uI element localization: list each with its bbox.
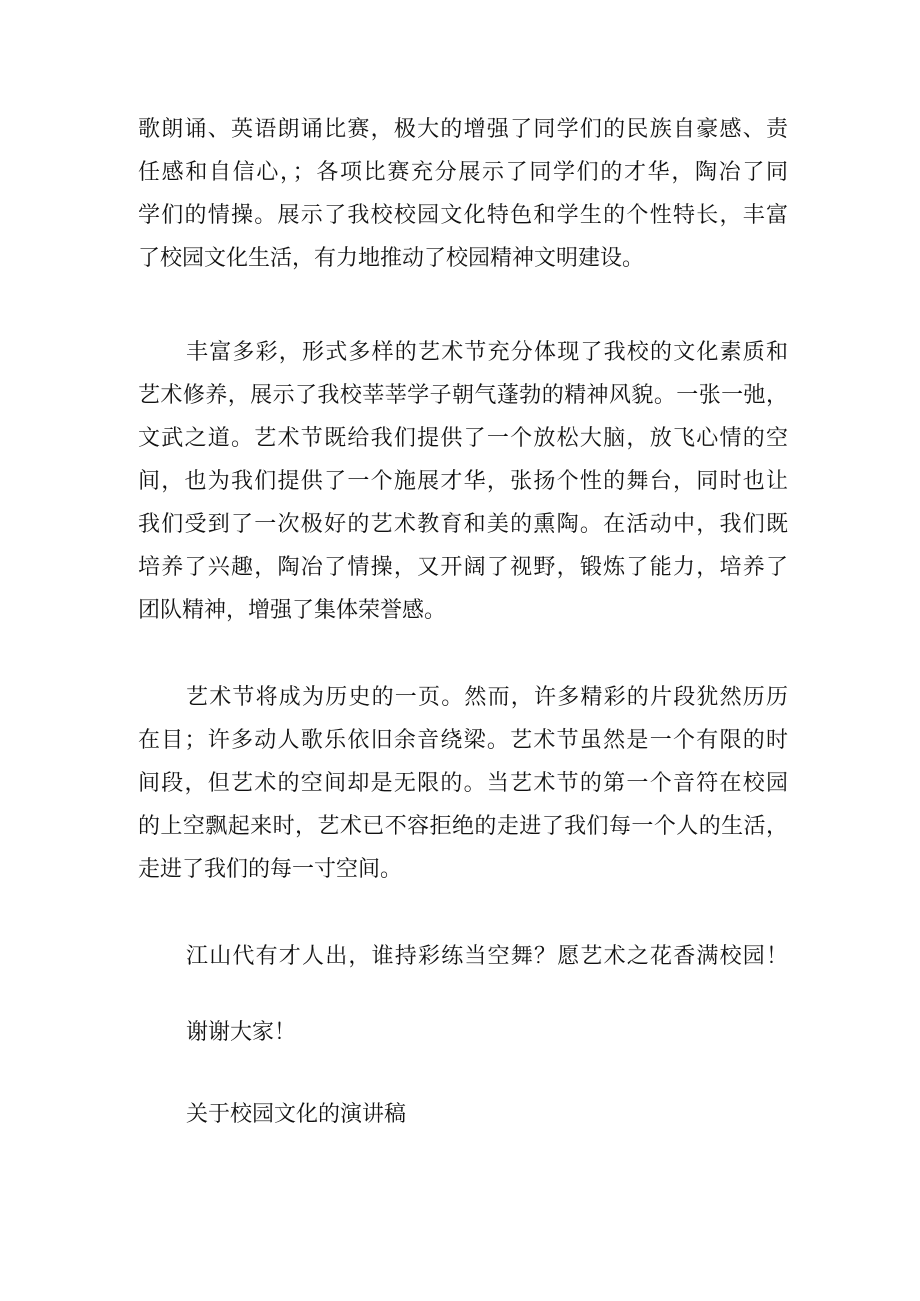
paragraph-2-line-5: 我们受到了一次极好的艺术教育和美的熏陶。在活动中，我们既 — [138, 512, 788, 537]
paragraph-3-line-5: 走进了我们的每一寸空间。 — [138, 857, 403, 882]
paragraph-1-line-4: 了校园文化生活，有力地推动了校园精神文明建设。 — [138, 246, 645, 271]
paragraph-2-line-3: 文武之道。艺术节既给我们提供了一个放松大脑，放飞心情的空 — [138, 426, 788, 451]
paragraph-2-line-7: 团队精神，增强了集体荣誉感。 — [138, 598, 447, 623]
section-heading: 关于校园文化的演讲稿 — [186, 1102, 407, 1127]
closing-thanks: 谢谢大家！ — [186, 1020, 297, 1045]
paragraph-3-line-2: 在目；许多动人歌乐依旧余音绕梁。艺术节虽然是一个有限的时 — [138, 728, 788, 753]
paragraph-3-line-3: 间段，但艺术的空间却是无限的。当艺术节的第一个音符在校园 — [138, 771, 788, 796]
paragraph-3-line-1: 艺术节将成为历史的一页。然而，许多精彩的片段犹然历历 — [186, 685, 788, 710]
paragraph-1-line-1: 歌朗诵、英语朗诵比赛，极大的增强了同学们的民族自豪感、责 — [138, 117, 788, 142]
paragraph-1-line-3: 学们的情操。展示了我校校园文化特色和学生的个性特长，丰富 — [138, 203, 788, 228]
paragraph-2-line-6: 培养了兴趣，陶冶了情操，又开阔了视野，锻炼了能力，培养了 — [138, 555, 788, 580]
paragraph-4: 江山代有才人出，谁持彩练当空舞？愿艺术之花香满校园！ — [186, 944, 788, 969]
paragraph-1-line-2: 任感和自信心，；各项比赛充分展示了同学们的才华，陶冶了同 — [138, 160, 788, 185]
paragraph-2-line-2: 艺术修养，展示了我校莘莘学子朝气蓬勃的精神风貌。一张一弛， — [138, 383, 788, 408]
paragraph-3-line-4: 的上空飘起来时，艺术已不容拒绝的走进了我们每一个人的生活， — [138, 814, 788, 839]
paragraph-2-line-4: 间，也为我们提供了一个施展才华，张扬个性的舞台，同时也让 — [138, 469, 788, 494]
paragraph-2-line-1: 丰富多彩，形式多样的艺术节充分体现了我校的文化素质和 — [186, 340, 788, 365]
